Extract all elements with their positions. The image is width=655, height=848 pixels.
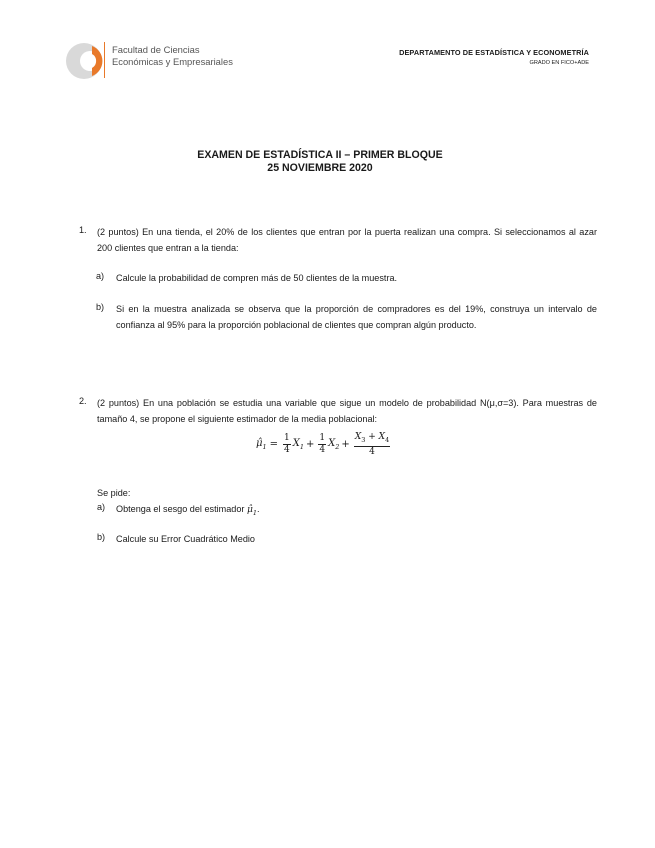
formula-fraction-3: $\frac{X_3 + X_4}{4}$	[354, 432, 390, 457]
question-2-text: (2 puntos) En una población se estudia una variable que sigue un modelo de probabilidad N(μ,σ=3). Para muestras de tamaño 4, se propone el siguiente estimador de la media poblacional:	[97, 398, 597, 424]
question-2a-text: Obtenga el sesgo del estimador $\mû_1$.	[116, 504, 260, 517]
formula-x1: $X_1$	[292, 438, 305, 452]
exam-date: 25 NOVIEMBRE 2020	[267, 162, 373, 174]
formula-lhs: $\mû_1$	[256, 438, 267, 452]
degree-name: GRADO EN FICO+ADE	[529, 60, 589, 66]
formula-plus-2: +	[341, 439, 350, 451]
question-2b-text: Calcule su Error Cuadrático Medio	[116, 534, 255, 544]
logo-text	[112, 44, 233, 68]
question-2a-label: a)	[97, 502, 106, 512]
question-2-number: 2.	[79, 396, 87, 406]
estimator-formula	[256, 432, 392, 458]
formula-fraction-1: $\frac{1}{4}$	[284, 433, 290, 456]
faculty-logo	[64, 40, 254, 82]
formula-equals: =	[269, 439, 279, 451]
formula-x2: $X_2$	[328, 438, 340, 452]
question-1-text: (2 puntos) En una tienda, el 20% de los clientes que entran por la puerta realizan una compra. Si seleccionamos al azar 200 clientes que entran a la tienda:	[97, 227, 597, 253]
department-name: DEPARTAMENTO DE ESTADÍSTICA Y ECONOMETRÍA	[399, 48, 589, 57]
se-pide-label: Se pide:	[97, 488, 131, 498]
logo-line-2: Económicas y Empresariales	[112, 56, 233, 67]
question-1-number: 1.	[79, 225, 87, 235]
formula-plus-1: +	[306, 439, 315, 451]
question-1b-text: Si en la muestra analizada se observa que la proporción de compradores es del 19%, construya un intervalo de confianza al 95% para la proporción poblacional de clientes que compran algún producto.	[116, 304, 597, 330]
department-header	[399, 48, 589, 66]
question-1a-label: a)	[96, 271, 105, 281]
exam-title-line-1: EXAMEN DE ESTADÍSTICA II – PRIMER BLOQUE	[197, 149, 443, 161]
question-2b-label: b)	[97, 532, 106, 542]
question-1b-label: b)	[96, 302, 105, 312]
faculty-logo-icon	[64, 40, 110, 82]
exam-title	[0, 149, 640, 175]
logo-line-1: Facultad de Ciencias	[112, 44, 200, 55]
question-1a-text: Calcule la probabilidad de compren más de 50 clientes de la muestra.	[116, 273, 398, 283]
formula-fraction-2: $\frac{1}{4}$	[319, 433, 326, 456]
